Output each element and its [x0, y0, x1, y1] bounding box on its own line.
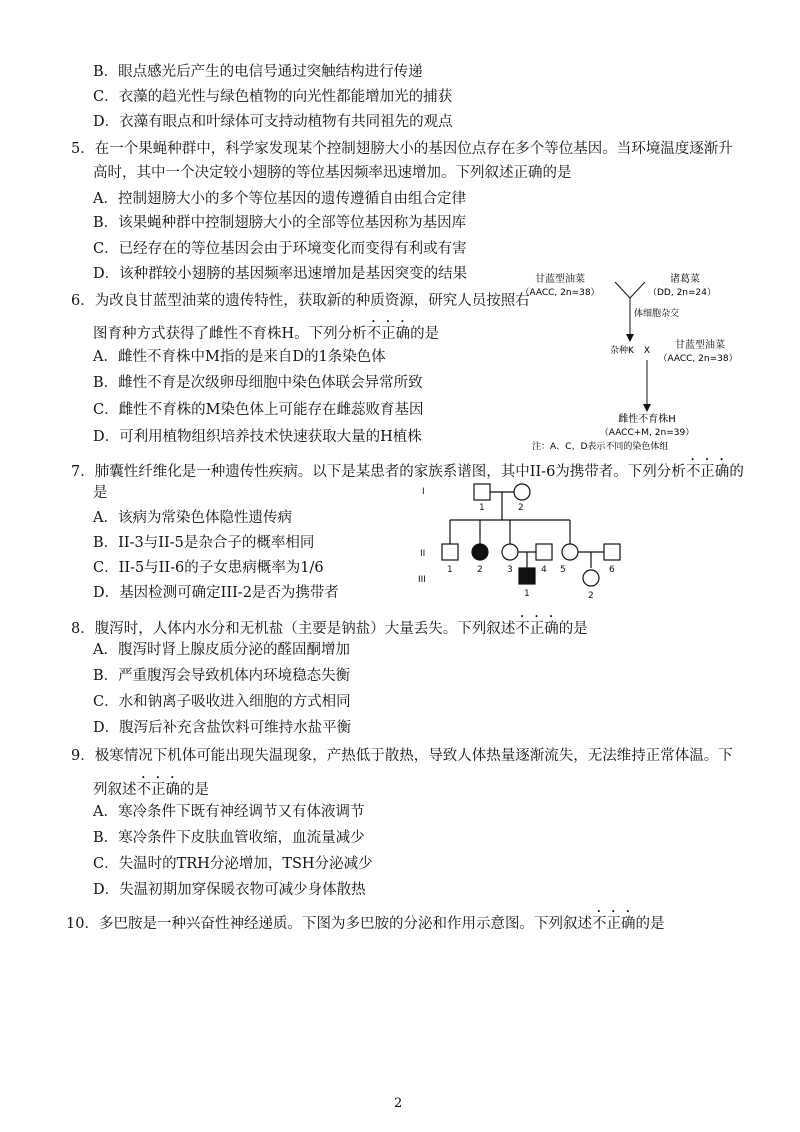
q8-stem: 8．腹泻时，人体内水分和无机盐（主要是钠盐）大量丢失。下列叙述不正确的是 [71, 621, 588, 637]
q7-option-b: B．II-3与II-5是杂合子的概率相同 [93, 535, 315, 551]
pedigree-II-6-male [604, 544, 620, 560]
pedigree-III-1-affected-male [519, 568, 535, 584]
q7-option-c: C．II-5与II-6的子女患病概率为1/6 [93, 560, 324, 576]
q6-stem-line2: 图育种方式获得了雌性不育株H。下列分析不正确的是 [93, 326, 440, 342]
parent1-genotype: （AACC, 2n=38） [520, 288, 600, 298]
pedigree-II-4-male [536, 544, 552, 560]
q7-option-d: D．基因检测可确定III-2是否为携带者 [93, 585, 339, 601]
q4-option-d: D．衣藻有眼点和叶绿体可支持动植物有共同祖先的观点 [93, 114, 453, 130]
somatic-hybridization-label: 体细胞杂交 [634, 309, 680, 319]
svg-text:3: 3 [507, 565, 513, 575]
svg-text:1: 1 [479, 503, 485, 513]
parent3-genotype: （AACC, 2n=38） [658, 354, 738, 364]
parent2-genotype: （DD, 2n=24） [647, 288, 717, 298]
parent1-name: 甘蓝型油菜 [535, 274, 585, 285]
pedigree-I-1-male [474, 484, 490, 500]
q9-stem-line1: 9．极寒情况下机体可能出现失温现象，产热低于散热，导致人体热量逐渐流失，无法维持正常体温。下 [71, 748, 733, 764]
q9-option-a: A．寒冷条件下既有神经调节又有体液调节 [93, 804, 365, 820]
q8-option-b: B．严重腹泻会导致机体内环境稳态失衡 [93, 668, 351, 684]
q8-option-a: A．腹泻时肾上腺皮质分泌的醛固酮增加 [93, 642, 350, 658]
gen-II-label: II [420, 549, 426, 559]
q7-stem-line1: 7．肺囊性纤维化是一种遗传性疾病。以下是某患者的家族系谱图，其中II-6为携带者。下列分析不正确的 [71, 464, 744, 480]
q5-stem-line2: 高时，其中一个决定较小翅膀的等位基因频率迅速增加。下列叙述正确的是 [93, 165, 572, 181]
page-number: 2 [394, 1096, 403, 1111]
gen-III-label: III [418, 575, 426, 585]
svg-text:5: 5 [560, 565, 566, 575]
q8-option-d: D．腹泻后补充含盐饮料可维持水盐平衡 [93, 720, 352, 736]
cross-symbol: X [643, 346, 651, 356]
parent3-name: 甘蓝型油菜 [675, 340, 725, 351]
q9-option-d: D．失温初期加穿保暖衣物可减少身体散热 [93, 882, 366, 898]
gen-I-label: I [422, 487, 425, 497]
q6-stem-line1: 6．为改良甘蓝型油菜的遗传特性，获取新的种质资源，研究人员按照右 [71, 293, 530, 309]
parent2-name: 诸葛菜 [670, 274, 700, 285]
q10-stem: 10．多巴胺是一种兴奋性神经递质。下图为多巴胺的分泌和作用示意图。下列叙述不正确的是 [66, 916, 665, 932]
q8-option-c: C．水和钠离子吸收进入细胞的方式相同 [93, 694, 351, 710]
q5-option-a: A．控制翅膀大小的多个等位基因的遗传遵循自由组合定律 [93, 191, 466, 207]
q9-option-b: B．寒冷条件下皮肤血管收缩，血流量减少 [93, 830, 365, 846]
q5-option-b: B．该果蝇种群中控制翅膀大小的全部等位基因称为基因库 [93, 215, 467, 231]
q6-option-d: D．可利用植物组织培养技术快速获取大量的H植株 [93, 429, 422, 445]
pedigree-chart [410, 478, 640, 608]
svg-text:2: 2 [477, 565, 483, 575]
pedigree-II-1-male [442, 544, 458, 560]
pedigree-II-2-affected-female [472, 544, 488, 560]
diagram-note: 注：A、C、D表示不同的染色体组 [532, 442, 669, 452]
q6-option-c: C．雌性不育株的M染色体上可能存在雌蕊败育基因 [93, 402, 424, 418]
q4-option-b: B．眼点感光后产生的电信号通过突触结构进行传递 [93, 64, 423, 80]
svg-text:2: 2 [518, 503, 524, 513]
svg-text:6: 6 [609, 565, 615, 575]
q4-option-c: C．衣藻的趋光性与绿色植物的向光性都能增加光的捕获 [93, 89, 453, 105]
q9-stem-line2: 列叙述不正确的是 [93, 782, 209, 798]
q9-option-c: C．失温时的TRH分泌增加，TSH分泌减少 [93, 856, 373, 872]
svg-text:4: 4 [541, 565, 547, 575]
q6-option-b: B．雌性不育是次级卵母细胞中染色体联会异常所致 [93, 375, 423, 391]
hybrid-k-label: 杂种K [610, 346, 634, 356]
q5-option-d: D．该种群较小翅膀的基因频率迅速增加是基因突变的结果 [93, 266, 468, 282]
sterile-plant-name: 雌性不育株H [618, 414, 676, 425]
sterile-plant-genotype: （AACC+M, 2n=39） [599, 428, 695, 438]
q7-stem-line2: 是 [93, 485, 108, 501]
q7-option-a: A．该病为常染色体隐性遗传病 [93, 510, 292, 526]
pedigree-II-5-female [562, 544, 578, 560]
pedigree-II-3-female [502, 544, 518, 560]
breeding-diagram [520, 268, 740, 453]
pedigree-III-2-female [583, 570, 599, 586]
q6-option-a: A．雌性不育株中M指的是来自D的1条染色体 [93, 349, 386, 365]
q5-option-c: C．已经存在的等位基因会由于环境变化而变得有利或有害 [93, 241, 467, 257]
svg-text:2: 2 [588, 591, 594, 601]
svg-text:1: 1 [447, 565, 453, 575]
q5-stem-line1: 5．在一个果蝇种群中，科学家发现某个控制翅膀大小的基因位点存在多个等位基因。当环境温度逐渐升 [71, 141, 733, 157]
svg-text:1: 1 [524, 589, 530, 599]
pedigree-I-2-female [514, 484, 530, 500]
